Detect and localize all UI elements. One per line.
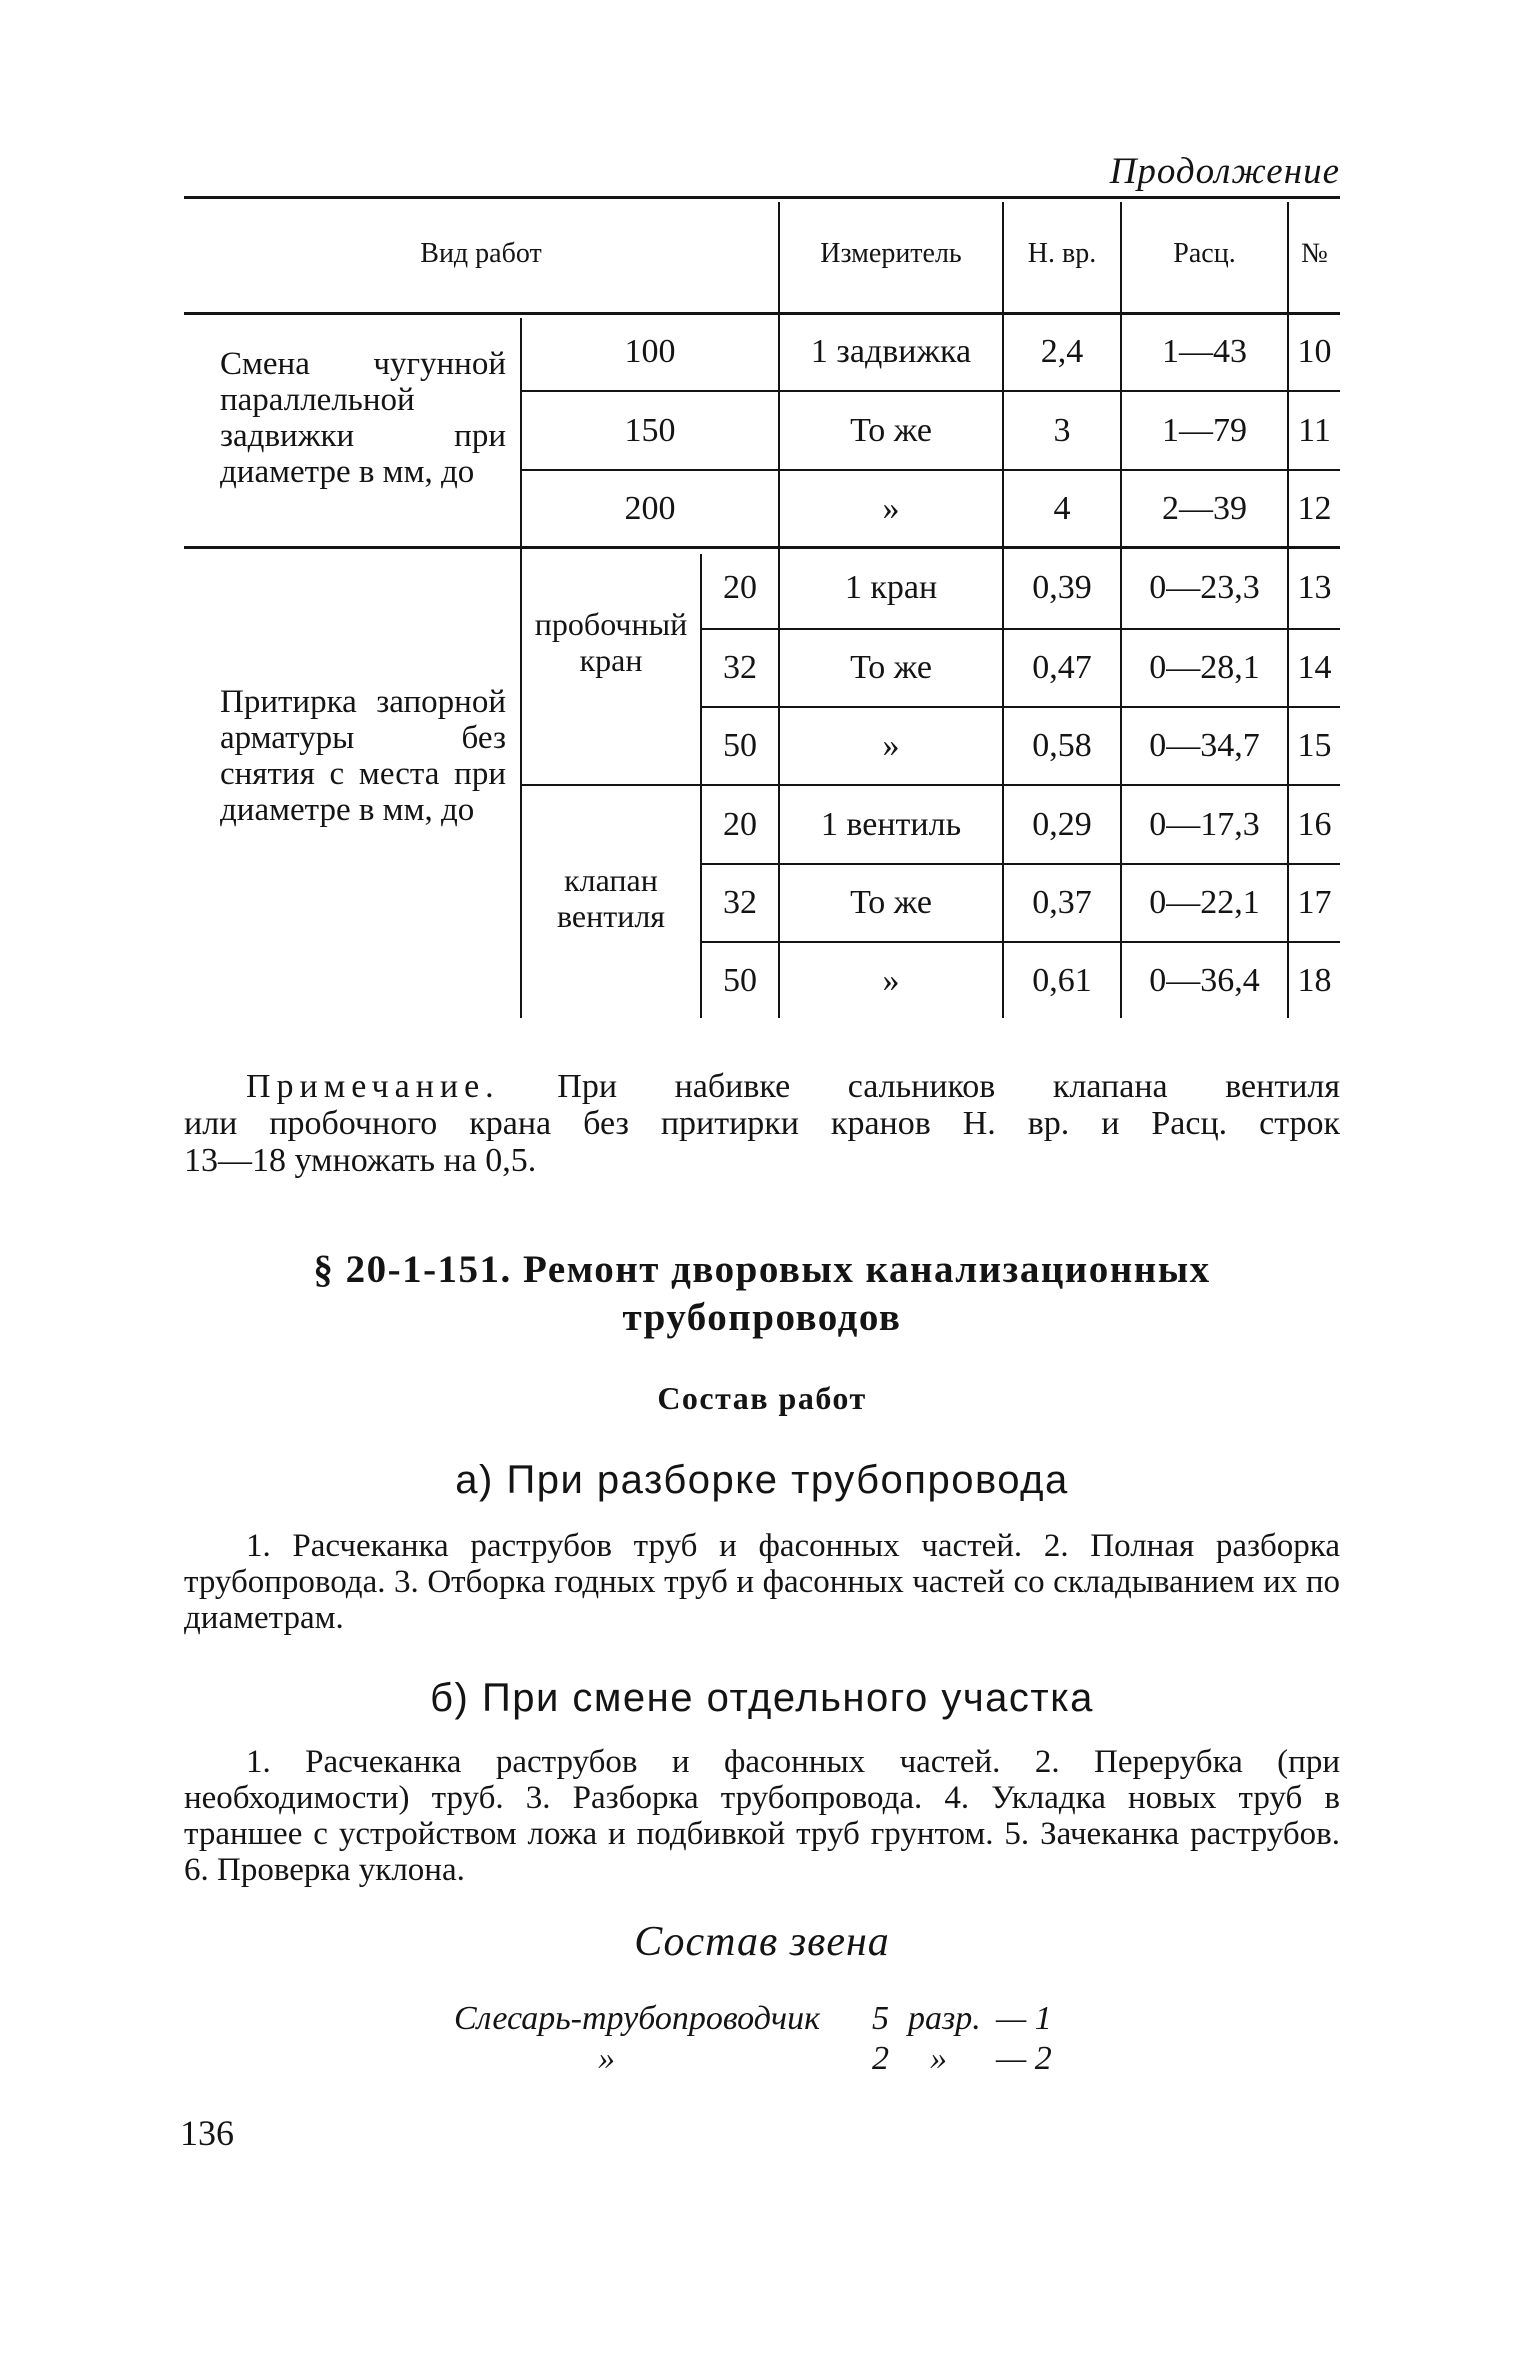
number-cell: 16 — [1297, 805, 1332, 843]
group1-description: Смена чугунной параллельной задвижки при диаметре в мм, до — [220, 346, 506, 490]
unit-cell: 1 кран — [844, 569, 938, 606]
rate-cell: 1—43 — [1162, 333, 1247, 370]
number-cell: 17 — [1297, 884, 1332, 921]
note-line-1-text: При набивке сальников клапана вентиля — [557, 1068, 1341, 1105]
crew-count: — 1 — [996, 2000, 1052, 2037]
note-label: Примечание. — [246, 1068, 500, 1105]
part-a-heading: а) При разборке трубопровода — [455, 1458, 1069, 1502]
header-norm: Н. вр. — [1027, 238, 1097, 269]
rate-cell: 2—39 — [1162, 489, 1247, 527]
part-b-text: 1. Расчеканка раструбов и фасонных частей. 2. Перерубка (при необходимости) труб. 3. Разборка трубопровода. 4. Укладка новых труб в траншее с устройством ложа и подбивкой труб грунтом. 5. Зачеканка раструбов. 6. Проверка уклона. — [184, 1744, 1340, 1888]
norm-cell: 0,37 — [1032, 884, 1092, 921]
crew-unit: » — [930, 2040, 947, 2077]
unit-cell: » — [882, 727, 900, 764]
norm-cell: 0,47 — [1032, 649, 1092, 686]
diameter-cell: 50 — [723, 962, 757, 999]
unit-cell: 1 задвижка — [810, 333, 972, 370]
norm-cell: 0,39 — [1032, 569, 1092, 606]
crew-unit: разр. — [908, 2000, 981, 2037]
number-cell: 15 — [1297, 727, 1332, 764]
diameter-cell: 150 — [624, 411, 676, 449]
diameter-cell: 200 — [624, 489, 676, 527]
number-cell: 11 — [1298, 411, 1331, 449]
number-cell: 18 — [1297, 962, 1332, 999]
number-cell: 12 — [1297, 489, 1332, 527]
rate-cell: 0—23,3 — [1149, 569, 1260, 606]
unit-cell: То же — [850, 884, 932, 921]
diameter-cell: 50 — [723, 727, 757, 764]
crew-grade: 2 — [872, 2040, 889, 2077]
norm-cell: 0,58 — [1032, 727, 1092, 764]
norms-table — [184, 196, 1340, 1026]
table-top-rule — [184, 196, 1340, 199]
diameter-cell: 20 — [723, 805, 757, 843]
header-work: Вид работ — [420, 238, 542, 269]
diameter-cell: 100 — [624, 333, 676, 370]
crew-profession: » — [598, 2040, 615, 2077]
rate-cell: 1—79 — [1162, 411, 1247, 449]
crew-profession: Слесарь-трубопроводчик — [454, 2000, 821, 2037]
norm-cell: 2,4 — [1040, 333, 1084, 370]
rate-cell: 0—36,4 — [1149, 962, 1260, 999]
subgroup-label-plug-valve: пробочный кран — [534, 606, 688, 678]
crew-count: — 2 — [996, 2040, 1052, 2077]
unit-cell: То же — [850, 649, 932, 686]
part-a-text: 1. Расчеканка раструбов труб и фасонных частей. 2. Полная разборка трубопровода. 3. Отборка годных труб и фасонных частей со складыванием их по диаметрам. — [184, 1528, 1340, 1636]
section-title-line-2: трубопроводов — [622, 1296, 902, 1339]
diameter-cell: 32 — [723, 649, 757, 686]
unit-cell: То же — [850, 411, 932, 449]
crew-title: Состав звена — [634, 1919, 890, 1965]
norm-cell: 3 — [1053, 411, 1071, 449]
note-line-1 — [246, 1068, 1340, 1105]
number-cell: 14 — [1297, 649, 1332, 686]
norm-cell: 0,61 — [1032, 962, 1092, 999]
note-line-2: или пробочного крана без притирки кранов Н. вр. и Расц. строк — [184, 1105, 1340, 1142]
rate-cell: 0—34,7 — [1149, 727, 1260, 764]
group2-description: Притирка запорной арматуры без снятия с места при диаметре в мм, до — [220, 684, 506, 828]
norm-cell: 4 — [1053, 489, 1071, 527]
number-cell: 13 — [1297, 569, 1332, 606]
norm-cell: 0,29 — [1032, 805, 1092, 843]
section-title-line-1: § 20-1-151. Ремонт дворовых канализационных — [313, 1248, 1211, 1291]
subgroup-label-valve-disc: клапан вентиля — [556, 862, 666, 934]
page-number: 136 — [180, 2113, 234, 2153]
rate-cell: 0—28,1 — [1149, 649, 1260, 686]
unit-cell: » — [882, 962, 900, 999]
unit-cell: 1 вентиль — [820, 805, 962, 843]
header-number: № — [1301, 238, 1328, 269]
crew-grade: 5 — [872, 2000, 889, 2037]
section-title — [184, 1246, 1340, 1342]
header-unit: Измеритель — [820, 238, 962, 269]
continued-label: Продолжение — [1109, 151, 1340, 192]
note-line-3: 13—18 умножать на 0,5. — [184, 1142, 537, 1179]
diameter-cell: 32 — [723, 884, 757, 921]
composition-heading: Состав работ — [657, 1380, 867, 1416]
number-cell: 10 — [1297, 333, 1332, 370]
unit-cell: » — [882, 489, 900, 527]
rate-cell: 0—22,1 — [1149, 884, 1260, 921]
part-b-heading: б) При смене отдельного участка — [430, 1676, 1094, 1720]
table-note — [184, 1068, 1341, 1179]
diameter-cell: 20 — [723, 569, 757, 606]
header-rate: Расц. — [1173, 238, 1236, 269]
rate-cell: 0—17,3 — [1149, 805, 1260, 843]
